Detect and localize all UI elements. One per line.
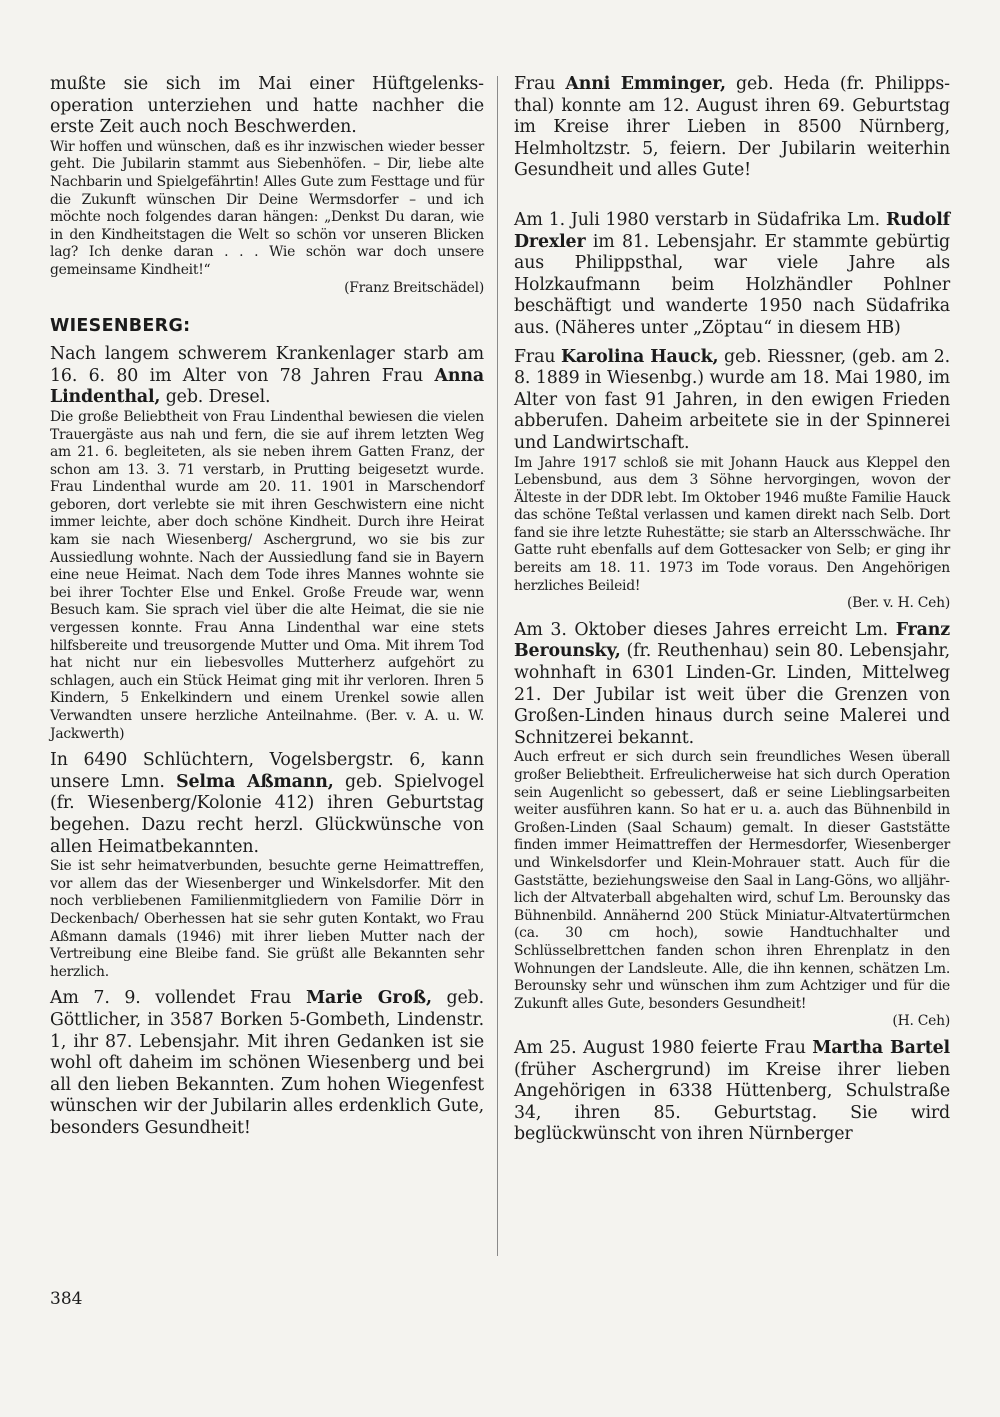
person-name: Anni Emminger, — [565, 74, 726, 94]
birthday-assmann-detail: Sie ist sehr heimatverbunden, besuchte gerne Heimattreffen, vor allem das der Wiesenberger und Winkelsdorfer. Mit den noch verbliebenen Familienmitgliedern von Familie Dörr in Deckenbach/ Oberhessen hat sie sehr guten Kontakt, wo Frau Aßmann damals (1946) mit ihrer lieben Mutter nach der Vertreibung eine Bleibe fand. Sie grüßt alle Bekannten sehr herzlich. — [50, 858, 484, 980]
author-signature: (Franz Breitschädel) — [344, 279, 484, 296]
article-continuation: mußte sie sich im Mai einer Hüftgelenksoperation unterziehen und hatte nachher die erste Zeit auch noch Beschwerden. — [50, 74, 484, 138]
obituary-hauck-detail: Im Jahre 1917 schloß sie mit Johann Hauck aus Kleppel den Lebensbund, aus dem 3 Söhne hervorgingen, wovon der Älteste in der DDR lebt. Im Oktober 1946 mußte Familie Hauck das schöne Teßtal verlassen und kamen direkt nach Selb. Dort fand sie ihre letzte Ruhestätte; sie starb an Altersschwäche. Ihr Gatte ruht ebenfalls auf dem Gottesacker von Selb; er ging ihr bereits am 18. 11. 1973 im Tode voraus. Den Angehörigen herzliches Beileid! — [514, 454, 950, 594]
right-column — [514, 74, 950, 1146]
birthday-gross: Am 7. 9. vollendet Frau Marie Groß, geb. Göttlicher, in 3587 Borken 5-Gombeth, Lindenstr. 1, ihr 87. Lebensjahr. Mit ihren Gedanken ist sie wohl oft daheim im schönen Wiesenberg und bei all den lieben Bekannten. Zum hohen Wiegenfest wünschen wir der Jubilarin alles erdenklich Gute, besonders Gesundheit! — [50, 988, 484, 1138]
person-name: Rudolf Drexler — [514, 209, 950, 252]
birthday-assmann: In 6490 Schlüchtern, Vogelsbergstr. 6, kann unsere Lmn. Selma Aßmann, geb. Spielvogel (fr. Wiesenberg/Kolonie 412) ihren Geburtstag begehen. Dazu recht herzl. Glückwünsche von allen Heimatbekannten. — [50, 750, 484, 857]
birthday-berounsky: Am 3. Oktober dieses Jahres erreicht Lm. Franz Berounsky, (fr. Reuthenhau) sein 80. Lebensjahr, wohnhaft in 6301 Linden-Gr. Linden, Mittelweg 21. Der Jubilar ist weit über die Grenzen von Großen-Linden hinaus durch seine Malerei und Schnitzerei bekannt. — [514, 619, 950, 748]
obituary-drexler: Am 1. Juli 1980 verstarb in Südafrika Lm. Rudolf Drexler im 81. Lebensjahr. Er stammte gebürtig aus Philippsthal, war viele Jahre als Holzkaufmann beim Holzhändler Pohlner beschäftigt und wanderte 1950 nach Südafrika aus. (Näheres unter „Zöptau“ in diesem HB) — [514, 209, 950, 338]
page-number: 384 — [50, 1289, 83, 1309]
obituary-hauck: Frau Karolina Hauck, geb. Riessner, (geb. am 2. 8. 1889 in Wiesenbg.) wurde am 18. Mai 1980, im Alter von fast 91 Jahren, in den ewigen Frieden abberufen. Daheim arbeitete sie in der Spinnerei und Landwirtschaft. — [514, 346, 950, 453]
section-heading: WIESENBERG: — [50, 316, 191, 337]
person-name: Karolina Hauck, — [561, 346, 719, 367]
person-name: Franz Berounsky, — [514, 619, 950, 662]
birthday-bartel: Am 25. August 1980 feierte Frau Martha Bartel (früher Aschergrund) im Kreise ihrer lieben Angehörigen in 6338 Hüttenberg, Schulstraße 34, ihren 85. Geburtstag. Sie wird beglückwünscht von ihren Nürnberger — [514, 1037, 950, 1145]
author-signature: (Ber. v. H. Ceh) — [847, 595, 950, 612]
person-name: Anna Lindenthal, — [50, 365, 484, 408]
birthday-berounsky-detail: Auch erfreut er sich durch sein freundliches Wesen überall großer Beliebtheit. Erfreulicherweise hat sich durch Operation sein Augenlicht so gebessert, daß er seine Lieblingsarbeiten weiter ausführen kann. So hat er u. a. auch das Bühnenbild in Großen-Linden (Saal Schaum) gemalt. In dieser Gaststätte finden immer Heimattreffen der Hermesdorfer, Wiesenberger und Winkelsdorfer und Klein-Mohrauer statt. Auch für die Gaststätte, beziehungsweise den Saal in Lang-Göns, wo alljährlich der Altvaterball abgehalten wird, schuf Lm. Berounsky das Bühnenbild. Annähernd 200 Stück Miniatur-Altvatertürmchen (ca. 30 cm hoch), sowie Handtuchhalter und Schlüsselbrettchen fanden schon ihren Ehrenplatz in den Wohnungen der Landsleute. Alle, die ihn kennen, schätzen Lm. Berounsky sehr und wünschen ihm zum Achtziger und für die Zukunft alles Gute, besonders Gesundheit! — [514, 749, 950, 1012]
left-column — [50, 74, 484, 1139]
person-name: Selma Aßmann, — [176, 771, 334, 792]
person-name: Martha Bartel — [812, 1037, 950, 1058]
article-continuation-detail: Wir hoffen und wünschen, daß es ihr inzwischen wieder besser geht. Die Jubilarin stammt aus Siebenhöfen. – Dir, liebe alte Nachbarin und Spielgefährtin! Alles Gute zum Festtage und für die Zukunft wünschen Dir Deine Wermsdorfer – und ich möchte noch folgendes daran hängen: „Denkst Du daran, wie in den Kindheitstagen die Welt so schön vor unseren Blicken lag? Ich denke daran . . . Wie schön war doch unsere gemeinsame Kindheit!“ — [50, 138, 484, 278]
person-name: Marie Groß, — [305, 988, 432, 1009]
birthday-emminger: Frau Anni Emminger, geb. Heda (fr. Philippsthal) konnte am 12. August ihren 69. Geburtstag im Kreise ihrer Lieben in 8500 Nürnberg, Helmholtzstr. 5, feiern. Der Jubilarin weiterhin Gesundheit und alles Gute! — [514, 74, 951, 181]
column-divider — [497, 76, 498, 1256]
author-signature: (H. Ceh) — [892, 1013, 950, 1030]
obituary-lindenthal: Nach langem schwerem Krankenlager starb am 16. 6. 80 im Alter von 78 Jahren Frau Anna Lindenthal, geb. Dresel. — [50, 344, 484, 408]
obituary-lindenthal-detail: Die große Beliebtheit von Frau Lindenthal bewiesen die vielen Trauergäste aus nah und fern, die sie auf ihrem letzten Weg am 21. 6. begleiteten, als sie neben ihrem Gatten Franz, der schon am 13. 3. 71 verstarb, in Prutting beigesetzt wurde. Frau Lindenthal wurde am 20. 11. 1901 in Marschendorf geboren, dort verlebte sie mit ihren Geschwistern eine nicht immer leichte, aber doch schöne Kindheit. Durch ihre Heirat kam sie nach Wiesenberg/ Aschergrund, wo sie bis zur Aussiedlung wohnte. Nach der Aussiedlung fand sie in Bayern eine neue Heimat. Nach dem Tode ihres Mannes wohnte sie bei ihrer Tochter Else und Enkel. Große Freude war, wenn Besuch kam. Sie sprach viel über die alte Heimat, die sie nie vergessen konnte. Frau Anna Lindenthal war eine stets hilfsbereite und treusorgende Mutter und Oma. Mit ihrem Tod hat nicht nur ein liebesvolles Mutterherz aufgehört zu schlagen, auch ein Stück Heimat ging mit ihr verloren. Ihren 5 Kindern, 5 Enkelkindern und einem Urenkel sowie allen Verwandten unsere herzliche Anteilnahme. (Ber. v. A. u. W. Jackwerth) — [50, 408, 484, 742]
